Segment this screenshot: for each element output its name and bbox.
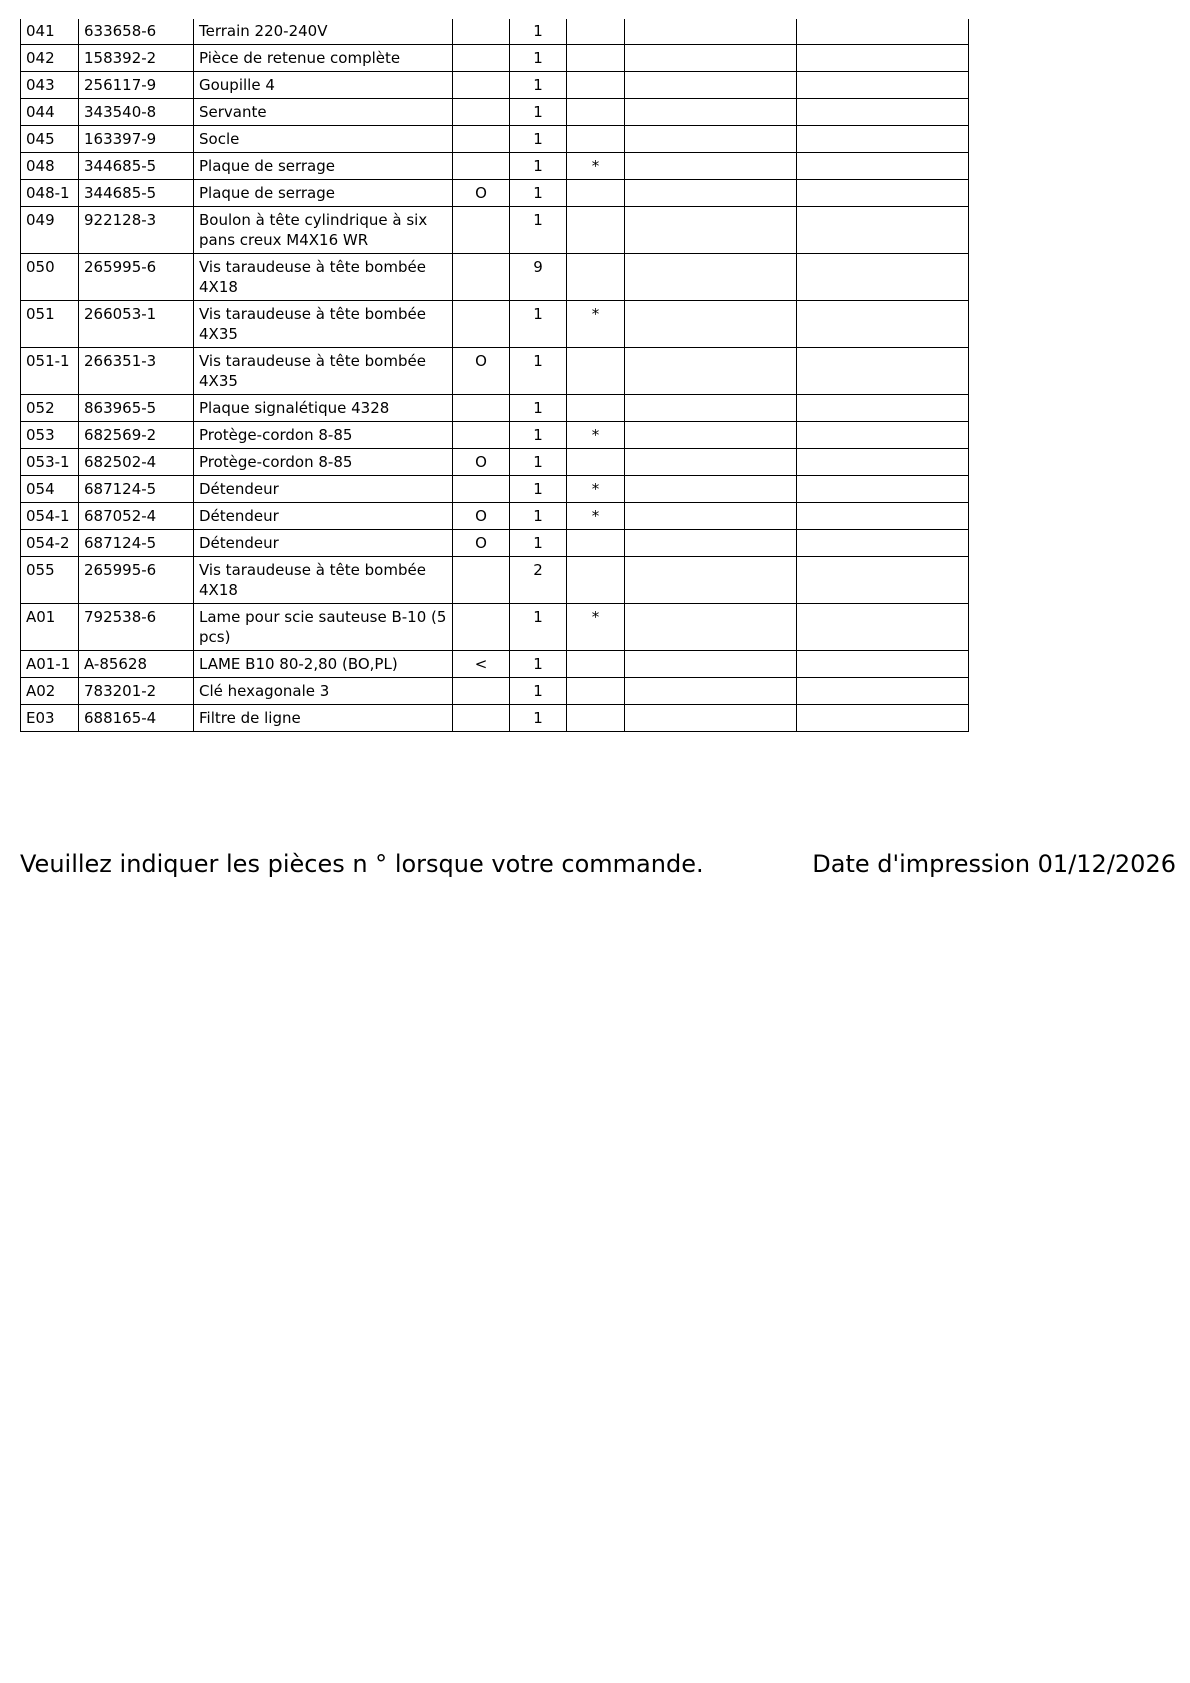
cell-empty: [625, 705, 797, 732]
cell-empty: [797, 651, 969, 678]
cell-quantity: 2: [510, 557, 567, 604]
cell-description: Détendeur: [194, 530, 453, 557]
cell-part-number: 344685-5: [79, 180, 194, 207]
cell-mark: [453, 126, 510, 153]
cell-empty: [625, 530, 797, 557]
cell-quantity: 1: [510, 45, 567, 72]
cell-part-number: 265995-6: [79, 254, 194, 301]
cell-quantity: 1: [510, 72, 567, 99]
cell-part-number: 163397-9: [79, 126, 194, 153]
cell-empty: [797, 422, 969, 449]
cell-mark: [453, 557, 510, 604]
cell-empty: [797, 254, 969, 301]
table-row: [21, 476, 969, 503]
table-row: [21, 530, 969, 557]
table-row: [21, 301, 969, 348]
table-row: [21, 604, 969, 651]
cell-item-number: 053: [21, 422, 79, 449]
table-row: [21, 99, 969, 126]
cell-empty: [797, 180, 969, 207]
cell-description: Protège-cordon 8-85: [194, 449, 453, 476]
cell-item-number: 050: [21, 254, 79, 301]
table-row: [21, 19, 969, 45]
cell-note: [567, 180, 625, 207]
cell-mark: O: [453, 449, 510, 476]
cell-description: Plaque signalétique 4328: [194, 395, 453, 422]
cell-part-number: 633658-6: [79, 19, 194, 45]
cell-empty: [797, 348, 969, 395]
table-row: [21, 207, 969, 254]
cell-description: Pièce de retenue complète: [194, 45, 453, 72]
table-row: [21, 45, 969, 72]
cell-quantity: 1: [510, 449, 567, 476]
cell-mark: [453, 395, 510, 422]
cell-mark: [453, 705, 510, 732]
cell-note: *: [567, 503, 625, 530]
cell-part-number: 158392-2: [79, 45, 194, 72]
cell-empty: [797, 557, 969, 604]
cell-note: [567, 557, 625, 604]
cell-note: [567, 254, 625, 301]
cell-part-number: 266053-1: [79, 301, 194, 348]
table-row: [21, 651, 969, 678]
cell-empty: [625, 557, 797, 604]
cell-part-number: 344685-5: [79, 153, 194, 180]
cell-quantity: 1: [510, 19, 567, 45]
cell-description: Détendeur: [194, 503, 453, 530]
cell-description: Terrain 220-240V: [194, 19, 453, 45]
cell-note: [567, 72, 625, 99]
cell-item-number: 048-1: [21, 180, 79, 207]
cell-item-number: 044: [21, 99, 79, 126]
cell-part-number: 863965-5: [79, 395, 194, 422]
cell-item-number: 051-1: [21, 348, 79, 395]
cell-description: Boulon à tête cylindrique à six pans creux M4X16 WR: [194, 207, 453, 254]
cell-quantity: 1: [510, 705, 567, 732]
cell-empty: [625, 19, 797, 45]
cell-description: Plaque de serrage: [194, 180, 453, 207]
cell-note: [567, 99, 625, 126]
cell-note: [567, 207, 625, 254]
cell-mark: <: [453, 651, 510, 678]
cell-part-number: 687124-5: [79, 530, 194, 557]
cell-quantity: 1: [510, 678, 567, 705]
cell-empty: [625, 604, 797, 651]
cell-empty: [797, 19, 969, 45]
cell-description: Détendeur: [194, 476, 453, 503]
cell-item-number: 054-2: [21, 530, 79, 557]
cell-empty: [625, 678, 797, 705]
table-row: [21, 153, 969, 180]
order-instruction: Veuillez indiquer les pièces n ° lorsque votre commande.: [20, 850, 704, 878]
cell-quantity: 1: [510, 180, 567, 207]
table-row: [21, 422, 969, 449]
table-row: [21, 254, 969, 301]
cell-description: Lame pour scie sauteuse B-10 (5 pcs): [194, 604, 453, 651]
cell-note: [567, 530, 625, 557]
cell-empty: [625, 72, 797, 99]
cell-quantity: 1: [510, 126, 567, 153]
cell-quantity: 1: [510, 476, 567, 503]
cell-item-number: 049: [21, 207, 79, 254]
cell-quantity: 1: [510, 99, 567, 126]
cell-part-number: 687124-5: [79, 476, 194, 503]
cell-mark: O: [453, 503, 510, 530]
cell-part-number: A-85628: [79, 651, 194, 678]
cell-note: *: [567, 476, 625, 503]
cell-item-number: 045: [21, 126, 79, 153]
cell-quantity: 1: [510, 503, 567, 530]
cell-item-number: E03: [21, 705, 79, 732]
cell-empty: [625, 45, 797, 72]
cell-note: [567, 126, 625, 153]
cell-quantity: 1: [510, 604, 567, 651]
cell-item-number: A02: [21, 678, 79, 705]
cell-empty: [797, 99, 969, 126]
cell-note: [567, 705, 625, 732]
cell-empty: [797, 395, 969, 422]
cell-mark: [453, 72, 510, 99]
table-row: [21, 503, 969, 530]
cell-description: Socle: [194, 126, 453, 153]
cell-note: [567, 395, 625, 422]
cell-mark: O: [453, 530, 510, 557]
cell-empty: [625, 153, 797, 180]
parts-table-body: [21, 19, 969, 732]
table-row: [21, 678, 969, 705]
cell-item-number: 053-1: [21, 449, 79, 476]
cell-part-number: 265995-6: [79, 557, 194, 604]
cell-item-number: 051: [21, 301, 79, 348]
cell-quantity: 1: [510, 395, 567, 422]
cell-note: [567, 651, 625, 678]
table-row: [21, 72, 969, 99]
cell-part-number: 783201-2: [79, 678, 194, 705]
cell-part-number: 682502-4: [79, 449, 194, 476]
cell-item-number: 041: [21, 19, 79, 45]
cell-empty: [625, 207, 797, 254]
cell-description: Clé hexagonale 3: [194, 678, 453, 705]
cell-empty: [797, 207, 969, 254]
cell-note: *: [567, 604, 625, 651]
cell-empty: [625, 651, 797, 678]
cell-mark: O: [453, 180, 510, 207]
cell-mark: [453, 153, 510, 180]
cell-note: *: [567, 422, 625, 449]
cell-description: LAME B10 80-2,80 (BO,PL): [194, 651, 453, 678]
cell-quantity: 1: [510, 153, 567, 180]
cell-quantity: 1: [510, 348, 567, 395]
cell-quantity: 1: [510, 301, 567, 348]
cell-mark: [453, 422, 510, 449]
cell-description: Goupille 4: [194, 72, 453, 99]
cell-empty: [625, 395, 797, 422]
cell-note: [567, 19, 625, 45]
cell-description: Filtre de ligne: [194, 705, 453, 732]
cell-empty: [797, 476, 969, 503]
cell-part-number: 688165-4: [79, 705, 194, 732]
cell-description: Vis taraudeuse à tête bombée 4X18: [194, 557, 453, 604]
cell-empty: [797, 449, 969, 476]
cell-note: [567, 348, 625, 395]
cell-description: Servante: [194, 99, 453, 126]
cell-part-number: 682569-2: [79, 422, 194, 449]
cell-description: Vis taraudeuse à tête bombée 4X35: [194, 348, 453, 395]
cell-note: *: [567, 153, 625, 180]
table-row: [21, 395, 969, 422]
cell-note: [567, 45, 625, 72]
table-row: [21, 449, 969, 476]
cell-empty: [797, 72, 969, 99]
cell-quantity: 9: [510, 254, 567, 301]
table-row: [21, 348, 969, 395]
cell-part-number: 687052-4: [79, 503, 194, 530]
cell-empty: [797, 301, 969, 348]
cell-description: Vis taraudeuse à tête bombée 4X35: [194, 301, 453, 348]
cell-empty: [625, 422, 797, 449]
cell-empty: [625, 254, 797, 301]
cell-part-number: 343540-8: [79, 99, 194, 126]
cell-empty: [797, 678, 969, 705]
cell-empty: [625, 449, 797, 476]
cell-mark: [453, 604, 510, 651]
cell-mark: [453, 476, 510, 503]
cell-item-number: A01: [21, 604, 79, 651]
cell-empty: [625, 503, 797, 530]
cell-empty: [797, 503, 969, 530]
cell-mark: [453, 678, 510, 705]
table-row: [21, 126, 969, 153]
cell-empty: [797, 153, 969, 180]
cell-description: Plaque de serrage: [194, 153, 453, 180]
cell-note: [567, 449, 625, 476]
cell-empty: [625, 348, 797, 395]
print-date: Date d'impression 01/12/2026: [812, 850, 1176, 878]
cell-mark: [453, 207, 510, 254]
cell-note: [567, 678, 625, 705]
cell-item-number: 054-1: [21, 503, 79, 530]
cell-empty: [797, 530, 969, 557]
cell-description: Vis taraudeuse à tête bombée 4X18: [194, 254, 453, 301]
cell-quantity: 1: [510, 207, 567, 254]
cell-item-number: 042: [21, 45, 79, 72]
cell-part-number: 922128-3: [79, 207, 194, 254]
cell-empty: [797, 705, 969, 732]
cell-mark: [453, 45, 510, 72]
cell-empty: [625, 476, 797, 503]
cell-item-number: 054: [21, 476, 79, 503]
cell-mark: [453, 19, 510, 45]
cell-empty: [797, 45, 969, 72]
cell-item-number: 055: [21, 557, 79, 604]
cell-part-number: 792538-6: [79, 604, 194, 651]
cell-quantity: 1: [510, 651, 567, 678]
table-row: [21, 180, 969, 207]
cell-empty: [625, 99, 797, 126]
cell-note: *: [567, 301, 625, 348]
cell-mark: [453, 99, 510, 126]
cell-description: Protège-cordon 8-85: [194, 422, 453, 449]
table-row: [21, 557, 969, 604]
parts-table: [20, 19, 969, 732]
cell-empty: [797, 126, 969, 153]
cell-item-number: 048: [21, 153, 79, 180]
cell-mark: [453, 301, 510, 348]
cell-empty: [625, 301, 797, 348]
cell-quantity: 1: [510, 422, 567, 449]
cell-empty: [625, 126, 797, 153]
cell-part-number: 266351-3: [79, 348, 194, 395]
cell-mark: [453, 254, 510, 301]
cell-empty: [625, 180, 797, 207]
table-row: [21, 705, 969, 732]
cell-item-number: A01-1: [21, 651, 79, 678]
cell-mark: O: [453, 348, 510, 395]
cell-empty: [797, 604, 969, 651]
cell-quantity: 1: [510, 530, 567, 557]
cell-part-number: 256117-9: [79, 72, 194, 99]
cell-item-number: 052: [21, 395, 79, 422]
cell-item-number: 043: [21, 72, 79, 99]
